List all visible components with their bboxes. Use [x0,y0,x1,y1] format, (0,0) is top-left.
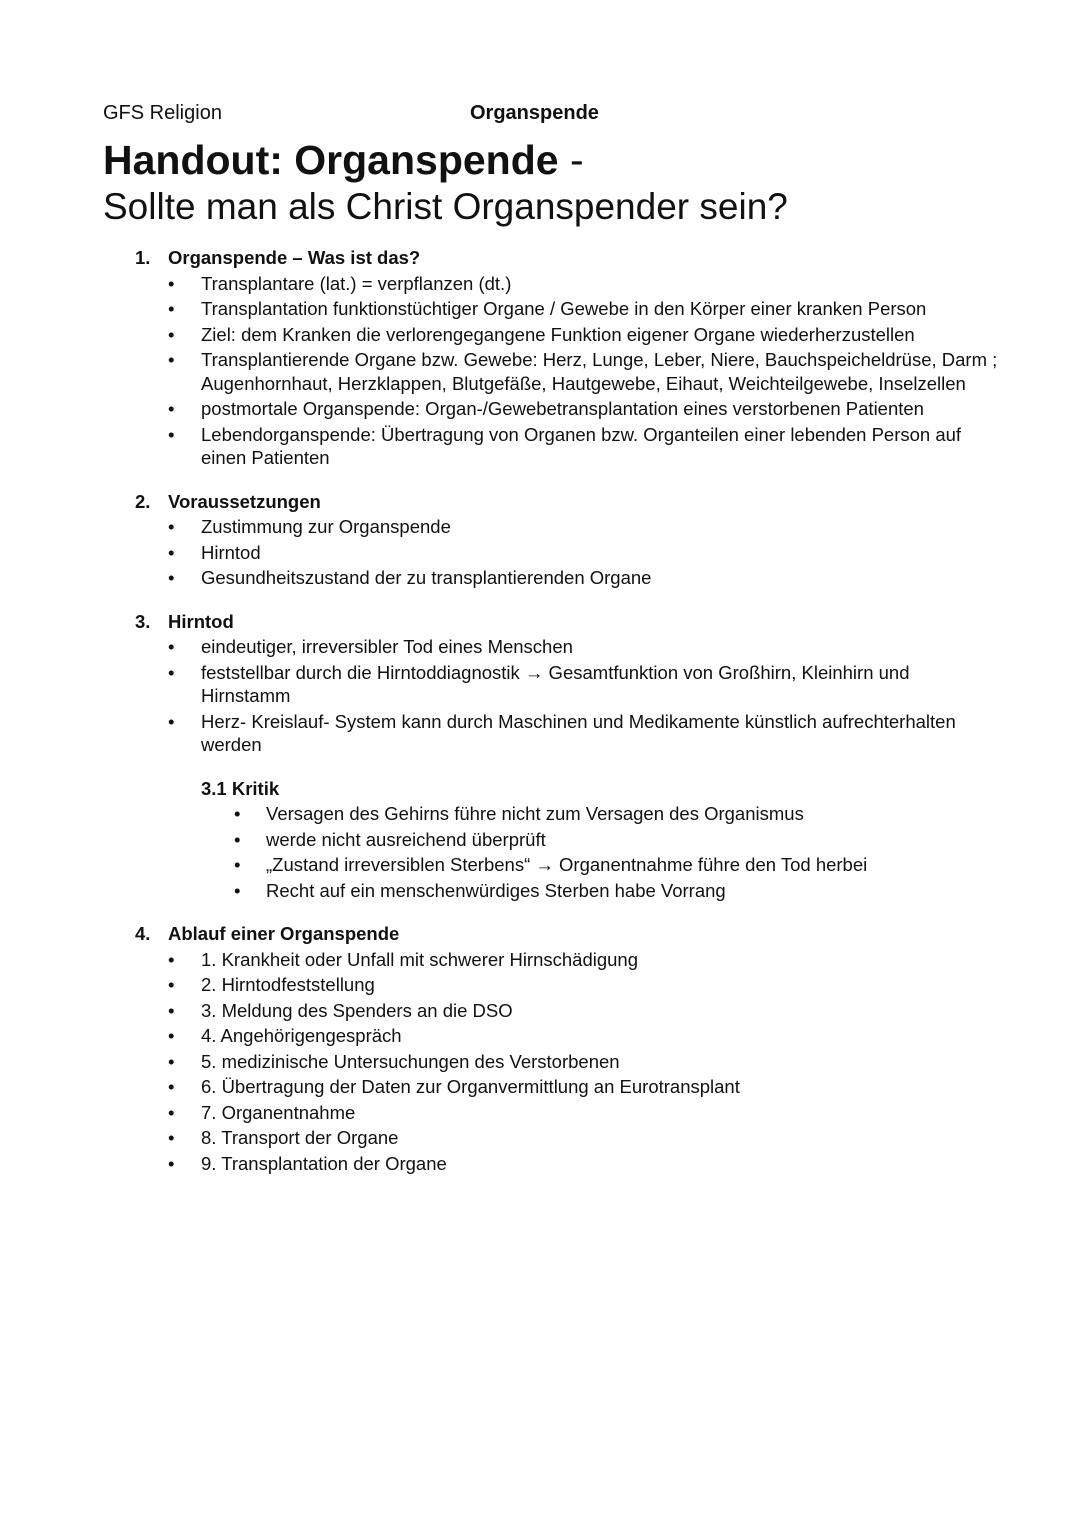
section-heading [135,922,1003,948]
list-item [168,1075,1003,1099]
subject-label: GFS Religion [103,102,222,124]
section-number: 3. [135,610,151,632]
bullet-list [168,272,1003,470]
list-item-text: Recht auf ein menschenwürdiges Sterben habe Vorrang [266,879,726,901]
list-item [168,1024,1003,1048]
list-item-text: 3. Meldung des Spenders an die DSO [201,999,513,1021]
bullet-icon: • [168,423,175,445]
section-3 [103,610,1003,903]
bullet-icon: • [168,948,175,970]
list-item [168,948,1003,972]
bullet-icon: • [168,567,175,588]
subsection-title: 3.1 Kritik [201,777,280,799]
section-number: 2. [135,490,151,512]
section-heading [135,610,1003,636]
bullet-icon: • [168,636,175,657]
list-item [168,272,1003,296]
section-4 [103,922,1003,1175]
list-item [168,1152,1003,1176]
list-item [168,323,1003,347]
list-item-text: 5. medizinische Untersuchungen des Verstorbenen [201,1050,620,1072]
bullet-icon: • [168,999,175,1021]
section-title: Organspende – Was ist das? [168,247,421,268]
bullet-icon: • [168,1050,175,1072]
list-item-text: Versagen des Gehirns führe nicht zum Versagen des Organismus [266,803,804,824]
list-item-text: 1. Krankheit oder Unfall mit schwerer Hirnschädigung [201,948,639,970]
list-item [168,999,1003,1023]
document-title [103,136,1003,184]
bullet-icon: • [168,1076,175,1097]
section-heading [135,246,1003,272]
list-item-text: Herz- Kreislauf- System kann durch Maschinen und Medikamente künstlich aufrechterhalten werden [201,710,956,755]
document-content [103,246,1003,1175]
header-line [103,102,1003,130]
list-item [168,423,1003,470]
list-item-text: Lebendorganspende: Übertragung von Organen bzw. Organteilen einer lebenden Person auf einen Patienten [201,423,962,468]
list-item-text: 8. Transport der Organe [201,1127,399,1148]
bullet-list [168,635,1003,757]
title-main: Handout: Organspende [103,137,559,183]
list-item-text: 2. Hirntodfeststellung [201,974,375,995]
bullet-icon: • [234,828,241,850]
list-item [168,973,1003,997]
bullet-list [168,515,1003,590]
list-item-text: Transplantierende Organe bzw. Gewebe: Herz, Lunge, Leber, Niere, Bauchspeicheldrüse, Darm ; Augenhornhaut, Herzklappen, Blutgefäße, Hautgewebe, Eihaut, Weichteilgewebe, Inselzellen [201,349,998,394]
document-page [103,102,1003,1195]
list-item-text: 4. Angehörigengespräch [201,1025,402,1046]
bullet-icon: • [168,272,175,294]
bullet-icon: • [168,1152,175,1174]
section-number: 4. [135,923,151,944]
bullet-icon: • [168,516,175,537]
list-item-text: Zustimmung zur Organspende [201,516,451,537]
list-item-text: werde nicht ausreichend überprüft [266,828,546,850]
list-item [168,541,1003,565]
list-item [168,710,1003,757]
list-item-text: Ziel: dem Kranken die verlorengegangene Funktion eigener Organe wiederherzustellen [201,323,915,345]
list-item [168,397,1003,421]
list-item-text: 7. Organentnahme [201,1101,356,1123]
list-item [201,828,1003,852]
bullet-icon: • [168,1101,175,1123]
section-title: Voraussetzungen [168,490,321,512]
list-item [168,515,1003,539]
list-item [168,661,1003,708]
bullet-icon: • [168,1025,175,1046]
list-item-text: 9. Transplantation der Organe [201,1152,447,1174]
list-item-text: postmortale Organspende: Organ-/Gewebetransplantation eines verstorbenen Patienten [201,398,924,419]
section-number: 1. [135,247,151,268]
bullet-icon: • [168,541,175,563]
list-item-text: Gesundheitszustand der zu transplantierenden Organe [201,567,652,588]
bullet-icon: • [168,710,175,732]
list-item-text: „Zustand irreversiblen Sterbens“ → Organentnahme führe den Tod herbei [266,854,868,875]
bullet-icon: • [168,298,175,319]
bullet-icon: • [234,803,241,824]
list-item [168,348,1003,395]
bullet-icon: • [168,323,175,345]
list-item-text: Hirntod [201,541,261,563]
section-1 [103,246,1003,470]
list-item [201,853,1003,877]
list-item-text: eindeutiger, irreversibler Tod eines Menschen [201,636,573,657]
list-item [201,879,1003,903]
list-item [168,635,1003,659]
bullet-icon: • [168,1127,175,1148]
section-2 [103,490,1003,590]
section-title: Hirntod [168,610,234,632]
bullet-icon: • [168,349,175,370]
list-item-text: feststellbar durch die Hirntoddiagnostik → Gesamtfunktion von Großhirn, Kleinhirn und Hirnstamm [201,661,910,706]
list-item [168,1126,1003,1150]
bullet-icon: • [168,398,175,419]
topic-label: Organspende [470,102,599,124]
bullet-list [168,948,1003,1176]
list-item [168,1050,1003,1074]
list-item-text: 6. Übertragung der Daten zur Organvermittlung an Eurotransplant [201,1076,740,1097]
subsection [168,777,1003,903]
document-subtitle: Sollte man als Christ Organspender sein? [103,186,788,227]
bullet-icon: • [168,974,175,995]
bullet-list [201,802,1003,902]
list-item-text: Transplantation funktionstüchtiger Organe / Gewebe in den Körper einer kranken Person [201,298,927,319]
bullet-icon: • [168,661,175,683]
list-item [168,566,1003,590]
list-item-text: Transplantare (lat.) = verpflanzen (dt.) [201,272,512,294]
list-item [168,297,1003,321]
bullet-icon: • [234,879,241,901]
list-item [168,1101,1003,1125]
title-dash: - [558,137,584,183]
section-title: Ablauf einer Organspende [168,923,400,944]
list-item [201,802,1003,826]
bullet-icon: • [234,854,241,875]
section-heading [135,490,1003,516]
